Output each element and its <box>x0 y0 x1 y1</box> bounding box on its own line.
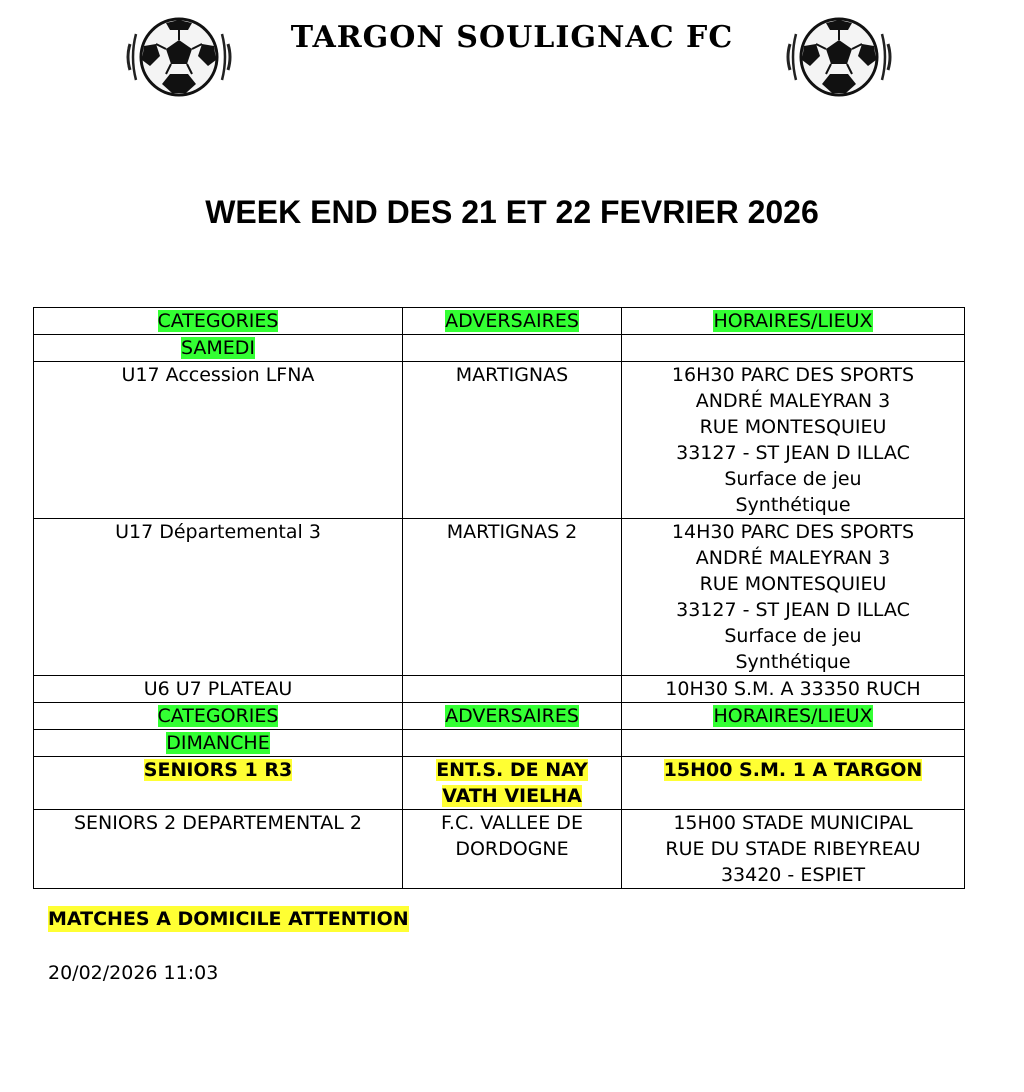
opponent-cell: MARTIGNAS 2 <box>403 519 622 676</box>
column-header-categories <box>34 703 403 730</box>
table-row-home-match <box>34 757 965 810</box>
category-cell: U6 U7 PLATEAU <box>34 676 403 703</box>
category-cell: SENIORS 2 DEPARTEMENTAL 2 <box>34 810 403 889</box>
empty-cell <box>403 730 622 757</box>
home-opponent-label: ENT.S. DE NAY VATH VIELHA <box>436 759 588 807</box>
empty-cell <box>622 335 965 362</box>
time-place-cell <box>622 757 965 810</box>
time-place-cell: 14H30 PARC DES SPORTS ANDRÉ MALEYRAN 3 RUE MONTESQUIEU 33127 - ST JEAN D ILLAC Surface de jeu Synthétique <box>622 519 965 676</box>
opponent-cell: F.C. VALLEE DE DORDOGNE <box>403 810 622 889</box>
column-header-adversaires <box>403 308 622 335</box>
empty-cell <box>403 335 622 362</box>
day-cell <box>34 730 403 757</box>
match-schedule-table <box>33 307 965 889</box>
day-label-sunday: DIMANCHE <box>166 732 270 754</box>
category-cell: U17 Accession LFNA <box>34 362 403 519</box>
column-header-horaires <box>622 703 965 730</box>
table-row <box>34 362 965 519</box>
time-place-cell: 10H30 S.M. A 33350 RUCH <box>622 676 965 703</box>
week-title: WEEK END DES 21 ET 22 FEVRIER 2026 <box>205 194 819 230</box>
day-row-saturday <box>34 335 965 362</box>
day-row-sunday <box>34 730 965 757</box>
column-header-horaires <box>622 308 965 335</box>
opponent-cell <box>403 676 622 703</box>
table-row <box>34 676 965 703</box>
home-category-label: SENIORS 1 R3 <box>143 759 293 781</box>
categories-label: CATEGORIES <box>157 310 279 332</box>
saturday-header-row <box>34 308 965 335</box>
home-matches-note: MATCHES A DOMICILE ATTENTION <box>48 908 409 930</box>
adversaires-label: ADVERSAIRES <box>445 310 579 332</box>
category-cell <box>34 757 403 810</box>
day-label-saturday: SAMEDI <box>180 337 256 359</box>
categories-label: CATEGORIES <box>157 705 279 727</box>
opponent-cell <box>403 757 622 810</box>
time-place-cell: 15H00 STADE MUNICIPAL RUE DU STADE RIBEYREAU 33420 - ESPIET <box>622 810 965 889</box>
opponent-cell: MARTIGNAS <box>403 362 622 519</box>
column-header-categories <box>34 308 403 335</box>
horaires-label: HORAIRES/LIEUX <box>713 310 873 332</box>
column-header-adversaires <box>403 703 622 730</box>
adversaires-label: ADVERSAIRES <box>445 705 579 727</box>
horaires-label: HORAIRES/LIEUX <box>713 705 873 727</box>
category-cell: U17 Départemental 3 <box>34 519 403 676</box>
table-row <box>34 810 965 889</box>
day-cell <box>34 335 403 362</box>
time-place-cell: 16H30 PARC DES SPORTS ANDRÉ MALEYRAN 3 RUE MONTESQUIEU 33127 - ST JEAN D ILLAC Surface de jeu Synthétique <box>622 362 965 519</box>
home-time-place-label: 15H00 S.M. 1 A TARGON <box>663 759 923 781</box>
sunday-header-row <box>34 703 965 730</box>
table-row <box>34 519 965 676</box>
timestamp: 20/02/2026 11:03 <box>48 962 219 984</box>
empty-cell <box>622 730 965 757</box>
club-name: TARGON SOULIGNAC FC <box>290 20 734 55</box>
